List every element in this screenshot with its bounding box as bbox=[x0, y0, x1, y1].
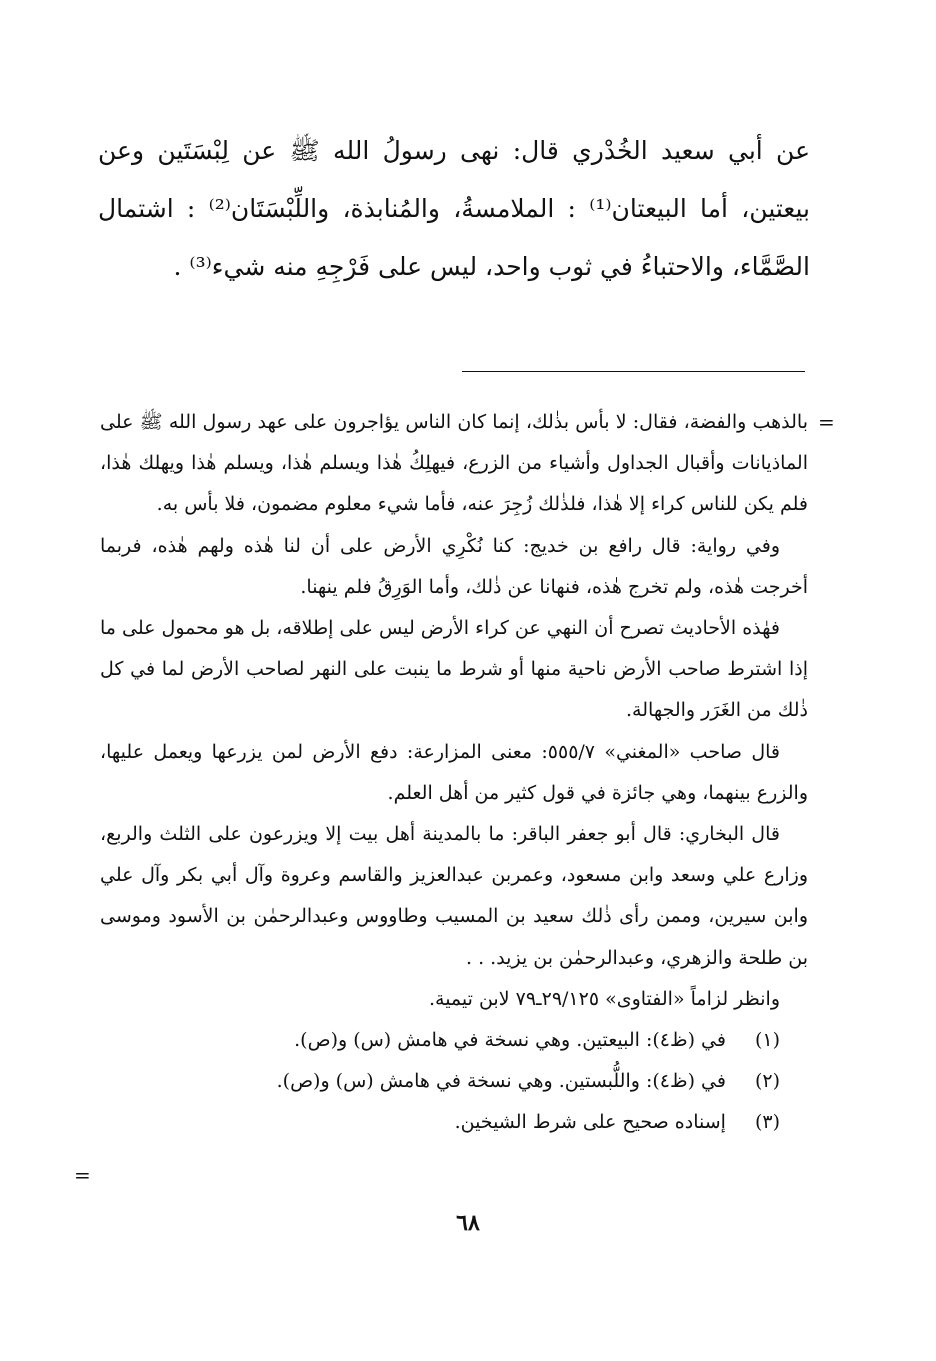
footnote-number: (١) bbox=[754, 1029, 780, 1052]
footnote-number: (٢) bbox=[754, 1070, 780, 1093]
note-paragraph-6: وانظر لزاماً «الفتاوى» ٢٩/١٢٥ـ٧٩ لابن تيمية. bbox=[428, 987, 780, 1010]
footnote-separator-line bbox=[462, 371, 805, 372]
footnote-1 bbox=[100, 1020, 808, 1061]
continuation-mark-bottom: = bbox=[74, 1163, 91, 1187]
note-paragraph-3: فهٰذه الأحاديث تصرح أن النهي عن كراء الأرض ليس على إطلاقه، بل هو محمول على ما إذا اشترط صاحب الأرض ناحية منها أو شرط ما ينبت على النهر لصاحب الأرض لما في كل ذٰلك من الغَرَر والجهالة. bbox=[100, 617, 808, 722]
note-paragraph-4: قال صاحب «المغني» ٥٥٥/٧: معنى المزارعة: دفع الأرض لمن يزرعها ويعمل عليها، والزرع بينهما، وهي جائزة في قول كثير من أهل العلم. bbox=[100, 740, 808, 804]
footnote-text: إسناده صحيح على شرط الشيخين. bbox=[454, 1111, 726, 1134]
page-number: ٦٨ bbox=[456, 1210, 480, 1236]
footnote-text: في (ظ٤): البيعتين. وهي نسخة في هامش (س) و(ص). bbox=[294, 1029, 726, 1052]
footnote-text: في (ظ٤): واللُّبستين. وهي نسخة في هامش (س) و(ص). bbox=[276, 1070, 726, 1093]
continuation-mark-top: = bbox=[818, 410, 835, 434]
note-paragraph-2: وفي رواية: قال رافع بن خديج: كنا نُكْرِي الأرض على أن لنا هٰذه ولهم هٰذه، فربما أخرجت هٰذه، ولم تخرج هٰذه، فنهانا عن ذٰلك، وأما الوَرِقُ فلم ينهنا. bbox=[100, 534, 808, 598]
note-paragraph-5: قال البخاري: قال أبو جعفر الباقر: ما بالمدينة أهل بيت إلا ويزرعون على الثلث والربع، وزارع علي وسعد وابن مسعود، وعمربن عبدالعزيز والقاسم وعروة وآل أبي بكر وآل علي وابن سيرين، وممن رأى ذٰلك سعيد بن المسيب وطاووس وعبدالرحمٰن بن الأسود وموسى بن طلحة والزهري، وعبدالرحمٰن بن يزيد. . . bbox=[100, 823, 808, 969]
footnote-3 bbox=[100, 1102, 808, 1143]
main-hadith-paragraph: عن أبي سعيد الخُدْري قال: نهى رسولُ الله ﷺ عن لِبْسَتَين وعن بيعتين، أما البيعتان⁽¹⁾ : الملامسةُ، والمُنابذة، واللِّبْسَتَان⁽²⁾ : اشتمال الصَّمَّاء، والاحتباءُ في ثوب واحد، ليس على فَرْجِهِ منه شيء⁽³⁾ . bbox=[98, 136, 810, 281]
footnote-2 bbox=[100, 1061, 808, 1102]
note-paragraph-1: بالذهب والفضة، فقال: لا بأس بذٰلك، إنما كان الناس يؤاجرون على عهد رسول الله ﷺ على الماذيانات وأقبال الجداول وأشياء من الزرع، فيهلِكُ هٰذا ويسلم هٰذا، ويسلم هٰذا ويهلك هٰذا، فلم يكن للناس كراء إلا هٰذا، فلذٰلك زُجِرَ عنه، فأما شيء معلوم مضمون، فلا بأس به. bbox=[100, 411, 808, 516]
notes-section bbox=[100, 402, 808, 1144]
footnote-number: (٣) bbox=[754, 1111, 780, 1134]
